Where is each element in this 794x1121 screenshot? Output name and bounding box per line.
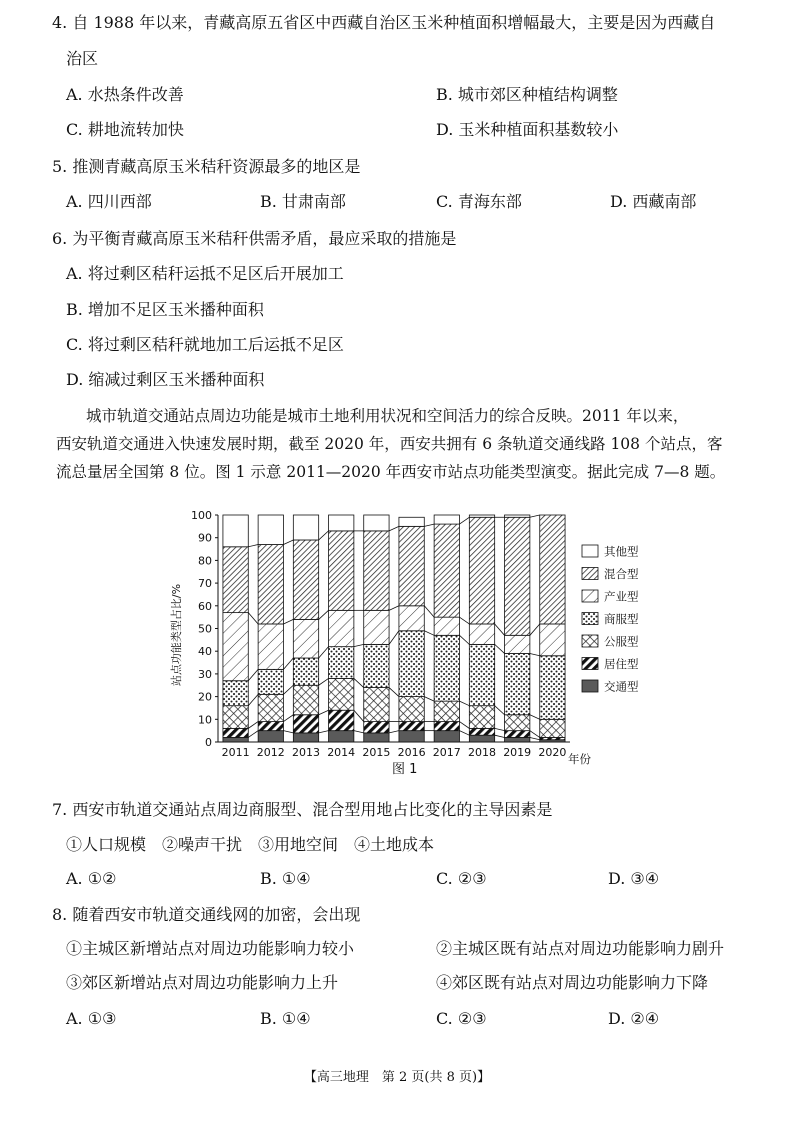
bar-segment (434, 722, 459, 731)
q8-stem: 8. 随着西安市轨道交通线网的加密，会出现 (52, 905, 361, 924)
q8-option-c: C. ②③ (436, 1009, 487, 1028)
connector-line (283, 715, 293, 722)
connector-line (248, 613, 258, 624)
q5-option-c: C. 青海东部 (436, 192, 522, 211)
q4-stem-line1: 4. 自 1988 年以来，青藏高原五省区中西藏自治区玉米种植面积增幅最大，主要是因为西藏自 (52, 13, 716, 32)
connector-line (459, 731, 469, 736)
connector-line (283, 540, 293, 545)
legend-label: 商服型 (604, 612, 639, 626)
bar-segment (329, 515, 354, 531)
q6-option-d: D. 缩减过剩区玉米播种面积 (66, 370, 265, 389)
y-tick-label: 20 (198, 690, 212, 704)
connector-line (389, 731, 399, 733)
bar-segment (258, 731, 283, 742)
q7-option-d: D. ③④ (608, 869, 660, 888)
q7-option-b: B. ①④ (260, 869, 311, 888)
bar-segment (329, 610, 354, 646)
bar-segment (293, 715, 318, 733)
connector-line (530, 515, 540, 517)
legend-swatch (582, 545, 598, 557)
stacked-bar-chart (170, 505, 690, 780)
y-tick-label: 90 (198, 531, 212, 545)
connector-line (319, 647, 329, 658)
bar-segment (399, 526, 424, 605)
bar-segment (434, 635, 459, 701)
bar-segment (329, 647, 354, 679)
q8-item-2: ②主城区既有站点对周边功能影响力剧升 (436, 939, 725, 958)
bar-segment (505, 515, 530, 517)
bar-segment (258, 624, 283, 669)
passage-line-2: 西安轨道交通进入快速发展时期，截至 2020 年，西安共拥有 6 条轨道交通线路 108 个站点，客 (56, 435, 723, 453)
figure-caption: 图 1 (392, 762, 418, 777)
bar-segment (505, 517, 530, 635)
bar-segment (223, 515, 248, 547)
connector-lines-layer (248, 515, 539, 740)
connector-line (424, 631, 434, 636)
connector-line (459, 701, 469, 706)
connector-line (495, 644, 505, 653)
y-tick-label: 50 (198, 622, 212, 636)
q8-option-d: D. ②④ (608, 1009, 660, 1028)
bar-segment (399, 606, 424, 631)
q8-item-3: ③郊区新增站点对周边功能影响力上升 (66, 973, 339, 992)
connector-line (319, 531, 329, 540)
connector-line (354, 644, 364, 646)
connector-line (424, 606, 434, 617)
legend (582, 545, 639, 694)
bar-segment (223, 737, 248, 742)
y-tick-label: 30 (198, 667, 212, 681)
connector-line (354, 678, 364, 687)
y-tick-label: 60 (198, 599, 212, 613)
connector-line (459, 617, 469, 624)
connector-line (319, 710, 329, 715)
connector-line (319, 731, 329, 733)
q4-option-b: B. 城市郊区种植结构调整 (436, 85, 618, 104)
y-axis-label: 站点功能类型占比/% (170, 583, 183, 687)
bar-segment (293, 733, 318, 742)
connector-line (495, 706, 505, 715)
connector-line (530, 731, 540, 738)
y-tick-label: 80 (198, 554, 212, 568)
page-footer: 【高三地理 第 2 页(共 8 页)】 (303, 1070, 491, 1085)
bar-segment (329, 731, 354, 742)
connector-line (459, 722, 469, 729)
connector-line (530, 624, 540, 635)
bar-segment (399, 631, 424, 697)
bar-segment (434, 617, 459, 635)
x-tick-label: 2013 (292, 746, 320, 759)
connector-line (389, 526, 399, 531)
connector-line (495, 735, 505, 737)
connector-line (248, 669, 258, 680)
y-tick-label: 100 (191, 509, 212, 522)
connector-line (319, 678, 329, 685)
q5-option-d: D. 西藏南部 (610, 192, 697, 211)
connector-line (354, 731, 364, 733)
bar-segment (540, 656, 565, 720)
bar-segment (469, 728, 494, 735)
q8-option-b: B. ①④ (260, 1009, 311, 1028)
x-tick-label: 2014 (327, 746, 356, 759)
bar-segment (364, 610, 389, 644)
bar-segment (540, 719, 565, 737)
q4-option-d: D. 玉米种植面积基数较小 (436, 120, 619, 139)
bar-segment (329, 531, 354, 610)
bar-segment (293, 540, 318, 619)
q4-option-a: A. 水热条件改善 (66, 85, 184, 104)
legend-swatch (582, 635, 598, 647)
x-tick-label: 2017 (432, 746, 461, 759)
q5-option-b: B. 甘肃南部 (260, 192, 346, 211)
bar-segment (293, 685, 318, 715)
q8-option-a: A. ①③ (66, 1009, 117, 1028)
bar-segment (364, 688, 389, 722)
connector-line (530, 737, 540, 739)
connector-line (424, 524, 434, 526)
legend-label: 交通型 (604, 679, 639, 694)
bar-segment (258, 669, 283, 694)
connector-line (530, 715, 540, 720)
passage-line-1: 城市轨道交通站点周边功能是城市土地利用状况和空间活力的综合反映。2011 年以来， (86, 407, 689, 425)
connector-line (459, 635, 469, 644)
connector-line (389, 631, 399, 645)
connector-line (283, 619, 293, 624)
bar-segment (434, 701, 459, 721)
connector-line (248, 731, 258, 738)
q7-items: ①人口规模 ②噪声干扰 ③用地空间 ④土地成本 (66, 835, 435, 854)
legend-swatch (582, 680, 598, 692)
bar-segment (399, 722, 424, 731)
legend-label: 产业型 (604, 589, 639, 604)
bars-layer (223, 515, 565, 742)
bar-segment (364, 733, 389, 742)
q6-stem: 6. 为平衡青藏高原玉米秸秆供需矛盾，最应采取的措施是 (52, 229, 457, 248)
y-tick-label: 10 (198, 713, 212, 727)
bar-segment (505, 635, 530, 653)
connector-line (248, 545, 258, 547)
bar-segment (399, 697, 424, 722)
bar-segment (469, 735, 494, 742)
bar-segment (223, 547, 248, 613)
x-tick-label: 2011 (221, 746, 250, 759)
x-tick-label: 2015 (362, 746, 391, 759)
figure-1-chart (170, 505, 690, 780)
legend-swatch (582, 568, 598, 580)
bar-segment (505, 653, 530, 714)
bar-segment (293, 619, 318, 658)
bar-segment (505, 715, 530, 731)
bar-segment (434, 524, 459, 617)
legend-swatch (582, 613, 598, 625)
q7-option-c: C. ②③ (436, 869, 487, 888)
connector-line (495, 624, 505, 635)
passage (56, 405, 768, 483)
bar-segment (469, 644, 494, 705)
connector-line (283, 685, 293, 694)
x-tick-label: 2020 (538, 746, 567, 759)
bar-segment (258, 694, 283, 721)
bar-segment (329, 710, 354, 730)
y-tick-label: 0 (205, 736, 212, 749)
bar-segment (469, 706, 494, 729)
bar-segment (434, 515, 459, 524)
bar-segment (469, 517, 494, 624)
bar-segment (223, 706, 248, 729)
x-tick-label: 2018 (468, 746, 496, 759)
q8-item-1: ①主城区新增站点对周边功能影响力较小 (66, 939, 355, 958)
q5-option-a: A. 四川西部 (66, 192, 152, 211)
connector-line (424, 697, 434, 702)
bar-segment (364, 531, 389, 610)
connector-line (283, 658, 293, 669)
connector-line (319, 610, 329, 619)
connector-line (389, 606, 399, 611)
q4-stem-line2: 治区 (66, 49, 99, 68)
legend-label: 居住型 (604, 657, 639, 671)
q6-option-b: B. 增加不足区玉米播种面积 (66, 300, 264, 319)
q7-stem: 7. 西安市轨道交通站点周边商服型、混合型用地占比变化的主导因素是 (52, 800, 553, 819)
connector-line (248, 722, 258, 729)
bar-segment (293, 658, 318, 685)
bar-segment (399, 517, 424, 526)
bar-segment (469, 515, 494, 517)
y-tick-label: 40 (198, 645, 212, 659)
bar-segment (364, 644, 389, 687)
bar-segment (505, 737, 530, 742)
connector-line (459, 517, 469, 524)
bar-segment (258, 545, 283, 624)
q8-item-4: ④郊区既有站点对周边功能影响力下降 (436, 973, 709, 992)
bar-segment (505, 731, 530, 738)
q5-stem: 5. 推测青藏高原玉米秸秆资源最多的地区是 (52, 157, 361, 176)
connector-line (530, 653, 540, 655)
x-tick-label: 2012 (256, 746, 285, 759)
y-tick-label: 70 (198, 577, 212, 591)
q4-option-c: C. 耕地流转加快 (66, 120, 184, 139)
q7-option-a: A. ①② (66, 869, 117, 888)
legend-swatch (582, 590, 598, 602)
bar-segment (223, 613, 248, 681)
bar-segment (329, 678, 354, 710)
legend-swatch (582, 658, 598, 670)
bar-segment (540, 624, 565, 656)
x-axis-label: 年份 (568, 752, 591, 766)
bar-segment (434, 731, 459, 742)
bar-segment (540, 515, 565, 624)
bar-segment (364, 515, 389, 531)
connector-line (354, 710, 364, 721)
legend-label: 混合型 (604, 567, 639, 581)
passage-line-3: 流总量居全国第 8 位。图 1 示意 2011—2020 年西安市站点功能类型演变。据此完成 7—8 题。 (56, 463, 726, 481)
legend-label: 公服型 (604, 634, 639, 649)
connector-line (389, 688, 399, 697)
x-tick-label: 2019 (503, 746, 532, 759)
bar-segment (364, 722, 389, 733)
bar-segment (293, 515, 318, 540)
connector-line (248, 694, 258, 705)
bar-segment (223, 728, 248, 737)
bar-segment (469, 624, 494, 644)
connector-line (283, 731, 293, 733)
q6-option-a: A. 将过剩区秸秆运抵不足区后开展加工 (66, 264, 344, 283)
bar-segment (258, 515, 283, 545)
connector-line (495, 728, 505, 730)
bar-segment (399, 731, 424, 742)
bar-segment (258, 722, 283, 731)
bar-segment (223, 681, 248, 706)
x-tick-label: 2016 (397, 746, 426, 759)
q6-option-c: C. 将过剩区秸秆就地加工后运抵不足区 (66, 335, 344, 354)
legend-label: 其他型 (604, 544, 639, 559)
